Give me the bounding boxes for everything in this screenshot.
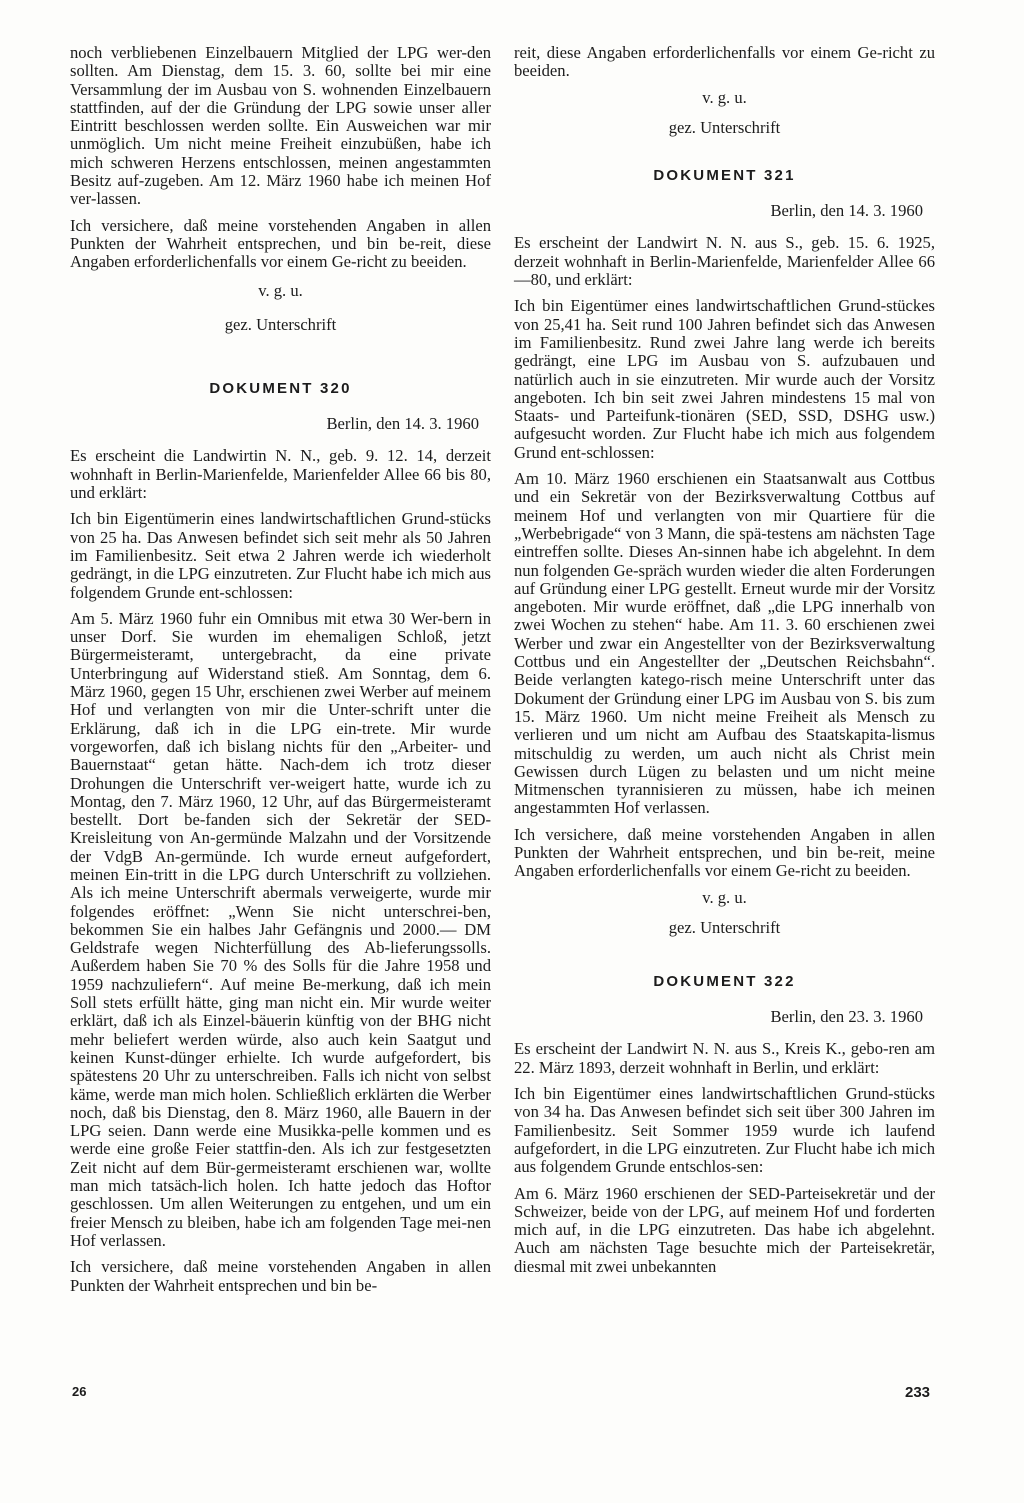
vgu-note: v. g. u. — [702, 887, 747, 907]
page-number-left: 26 — [72, 1384, 87, 1399]
signature-note: gez. Unterschrift — [668, 117, 781, 137]
document-date: Berlin, den 23. 3. 1960 — [770, 1007, 923, 1027]
paragraph: reit, diese Angaben erforderlichenfalls vor einem Ge-richt zu beeiden. — [514, 43, 935, 81]
paragraph: Am 5. März 1960 fuhr ein Omnibus mit etwa 30 Wer-bern in unser Dorf. Sie wurden im ehemaligen Schloß, jetzt Bürgermeisteramt, untergebracht, da eine private Unterbringung auf Widerstand stieß. Am Sonntag, dem 6. März 1960, gegen 15 Uhr, erschienen zwei Werber auf meinem Hof und verlangten von mir die Unter-schrift unter die Erklärung, daß ich in die LPG ein-trete. Mir wurde vorgeworfen, daß ich bislang nichts für den „Arbeiter- und Bauernstaat“ getan hätte. Nach-dem ich trotz dieser Drohungen die Unterschrift ver-weigert hatte, wurde ich zu Montag, den 7. März 1960, 12 Uhr, auf das Bürgermeisteramt bestellt. Dort be-fanden sich der Sekretär der SED-Kreisleitung von An-germünde Malzahn und der Vorsitzende der VdgB An-germünde. Ich wurde erneut aufgefordert, meinen Ein-tritt in die LPG durch Unterschrift zu vollziehen. Als ich meine Unterschrift abermals verweigerte, wurde mir folgendes eröffnet: „Wenn Sie nicht unterschrei-ben, bekommen Sie ein halbes Jahr Gefängnis und 2000.— DM Geldstrafe wegen Nichterfüllung des Ab-lieferungssolls. Außerdem haben Sie 70 % des Solls für die Jahre 1958 und 1959 nachzuliefern“. Auf meine Be-merkung, daß ich mein Soll stets erfüllt hätte, ging man nicht ein. Mir wurde weiter erklärt, daß ich als Einzel-bäuerin künftig von der BHG nicht mehr beliefert werden würde, also auch kein Saatgut und keinen Kunst-dünger erhielte. Ich wurde aufgefordert, bis spätestens 20 Uhr zu unterschreiben. Falls ich nicht von selbst käme, werde man mich holen. Schließlich erklärten die Werber noch, daß bis Dienstag, den 8. März 1960, alle Bauern in der LPG seien. Dann werde eine Musikka-pelle kommen und es werde eine große Feier stattfin-den. Als ich zur festgesetzten Zeit nicht auf dem Bür-germeisteramt erschienen war, wollte man mich tatsäch-lich holen. Ich hatte jedoch das Hoftor geschlossen. Um allen Weiterungen zu entgehen, und um ein freier Mensch zu bleiben, habe ich am folgenden Tage mei-nen Hof verlassen. — [70, 608, 491, 1250]
document-date: Berlin, den 14. 3. 1960 — [770, 201, 923, 221]
paragraph: Ich bin Eigentümerin eines landwirtschaftlichen Grund-stücks von 25 ha. Das Anwesen befindet sich seit mehr als 50 Jahren im Familienbesitz. Seit etwa 2 Jahren werde ich wiederholt gedrängt, in die LPG einzutreten. Zur Flucht habe ich mich aus folgendem Grunde ent-schlossen: — [70, 509, 491, 602]
signature-note: gez. Unterschrift — [668, 917, 781, 937]
document-date: Berlin, den 14. 3. 1960 — [326, 414, 479, 434]
page-number-right: 233 — [905, 1384, 931, 1401]
paragraph: Am 6. März 1960 erschienen der SED-Parteisekretär und der Schweizer, beide von der LPG, auf meinem Hof und forderten mich auf, in die LPG einzutreten. Das habe ich abgelehnt. Auch am nächsten Tage besuchte mich der Parteisekretär, diesmal mit zwei unbekannten — [514, 1183, 935, 1276]
paragraph: Ich versichere, daß meine vorstehenden Angaben in allen Punkten der Wahrheit entsprechen, und bin be-reit, meine Angaben erforderlichenfalls vor einem Ge-richt zu beeiden. — [514, 824, 935, 881]
vgu-note: v. g. u. — [258, 280, 303, 300]
right-column — [514, 44, 935, 1284]
signature-note: gez. Unterschrift — [224, 314, 337, 334]
paragraph: Ich versichere, daß meine vorstehenden Angaben in allen Punkten der Wahrheit entsprechen und bin be- — [70, 1257, 491, 1295]
vgu-note: v. g. u. — [702, 87, 747, 107]
paragraph: Ich versichere, daß meine vorstehenden Angaben in allen Punkten der Wahrheit entsprechen, und bin be-reit, diese Angaben erforderlichenfalls vor einem Ge-richt zu beeiden. — [70, 215, 491, 272]
paragraph: Es erscheint der Landwirt N. N. aus S., geb. 15. 6. 1925, derzeit wohnhaft in Berlin-Marienfelde, Marienfelder Allee 66—80, und erklärt: — [514, 233, 935, 290]
paragraph: Es erscheint die Landwirtin N. N., geb. 9. 12. 14, derzeit wohnhaft in Berlin-Marienfelde, Marienfelder Allee 66 bis 80, und erklärt: — [70, 446, 491, 503]
paragraph: Am 10. März 1960 erschienen ein Staatsanwalt aus Cottbus und ein Sekretär von der Bezirksverwaltung Cottbus auf meinem Hof und verlangten von mir Quartiere für die „Werbebrigade“ von 3 Mann, die spä-testens am nächsten Tage eintreffen sollte. Dieses An-sinnen habe ich abgelehnt. In dem nun folgenden Ge-spräch wurden wieder die alten Forderungen auf Gründung einer LPG gestellt. Erneut wurde mir der Vorsitz angeboten. Mir wurde eröffnet, daß „die LPG innerhalb von zwei Wochen zu stehen“ habe. Am 11. 3. 60 erschienen zwei Werber und zwar ein Angestellter von der Bezirksverwaltung Cottbus und ein Angestellter der „Deutschen Reichsbahn“. Beide verlangten katego-risch meine Unterschrift unter das Dokument der Gründung einer LPG im Ausbau von S. bis zum 15. März 1960. Um nicht meine Freiheit als Mensch zu verlieren und um nicht am Aufbau des Staatskapita-lismus mitschuldig zu werden, um auch nicht als Christ mein Gewissen durch Lügen zu belasten und um nicht meine Mitmenschen tyrannisieren zu müssen, habe ich meinen angestammten Hof verlassen. — [514, 469, 935, 818]
document-title: DOKUMENT 322 — [653, 973, 796, 991]
paragraph: noch verbliebenen Einzelbauern Mitglied der LPG wer-den sollten. Am Dienstag, dem 15. 3. 60, sollte bei mir eine Versammlung der im Ausbau von S. wohnenden Einzelbauern stattfinden, auf der die Gründung der LPG sowie unser aller Eintritt beschlossen werden sollte. Ein Ausweichen war mir unmöglich. Um nicht meine Freiheit einzubüßen, habe ich mich schweren Herzens entschlossen, meinen angestammten Besitz auf-zugeben. Am 12. März 1960 habe ich meinen Hof ver-lassen. — [70, 43, 491, 209]
paragraph: Ich bin Eigentümer eines landwirtschaftlichen Grund-stücks von 34 ha. Das Anwesen befindet sich seit über 300 Jahren im Familienbesitz. Seit Sommer 1959 wurde ich laufend aufgefordert, in die LPG einzutreten. Zur Flucht habe ich mich aus folgendem Grunde entschlos-sen: — [514, 1084, 935, 1177]
left-column — [70, 44, 491, 1303]
paragraph: Es erscheint der Landwirt N. N. aus S., Kreis K., gebo-ren am 22. März 1893, derzeit wohnhaft in Berlin, und erklärt: — [514, 1039, 935, 1077]
document-title: DOKUMENT 321 — [653, 167, 796, 185]
paragraph: Ich bin Eigentümer eines landwirtschaftlichen Grund-stückes von 25,41 ha. Seit rund 100 Jahren befindet sich das Anwesen im Familienbesitz. Rund zwei Jahre lang werde ich bereits gedrängt, eine LPG im Ausbau von S. aufzubauen und natürlich auch in sie einzutreten. Mir wurde auch der Vorsitz angeboten. Ich bin seit zwei Jahren mindestens 15 mal von Staats- und Parteifunk-tionären (SED, SSD, DSHG usw.) aufgesucht worden. Zur Flucht habe ich mich aus folgendem Grund ent-schlossen: — [514, 296, 935, 462]
document-title: DOKUMENT 320 — [209, 380, 352, 398]
